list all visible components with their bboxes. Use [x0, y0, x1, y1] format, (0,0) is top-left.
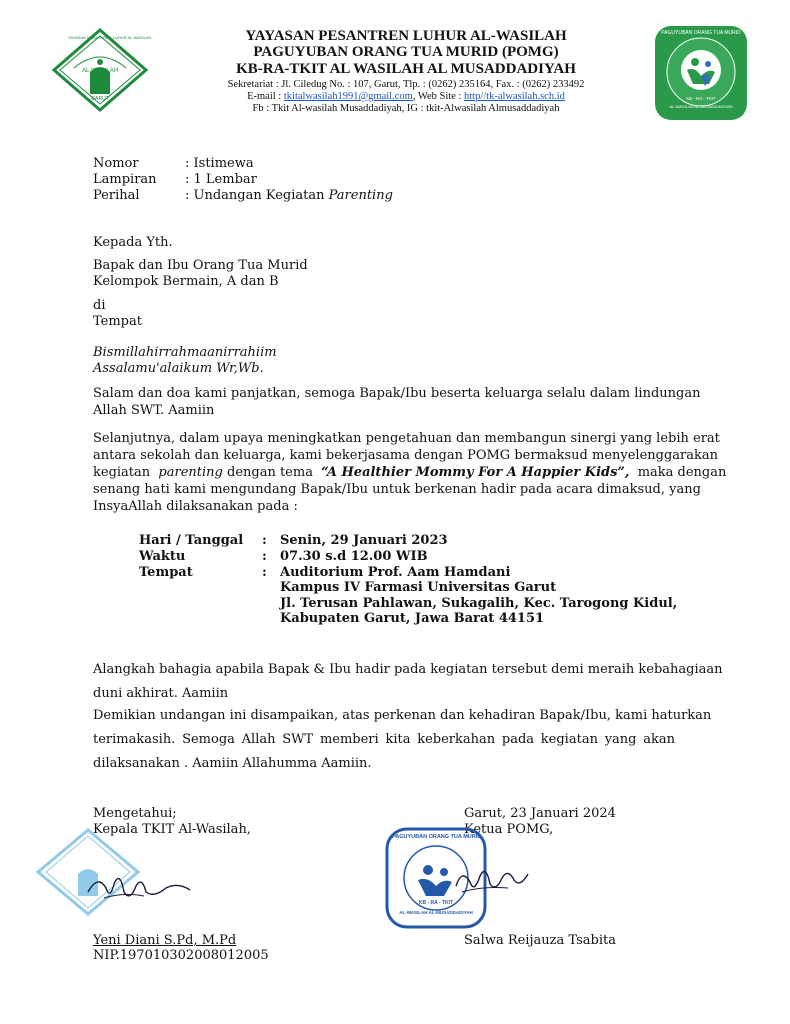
- schedule-tempat-value-4: Kabupaten Garut, Jawa Barat 44151: [280, 611, 545, 626]
- right-signer-name: Salwa Reijauza Tsabita: [464, 933, 616, 948]
- ketua-pomg-label: Ketua POMG,: [464, 822, 554, 837]
- nomor-value: : Istimewa: [185, 156, 254, 171]
- header-address: Sekretariat : Jl. Ciledug No. : 107, Garut, Tlp. : (0262) 235164, Fax. : (0262) 233492: [227, 79, 585, 90]
- left-signer-name: Yeni Diani S.Pd, M.Pd: [93, 933, 237, 948]
- p1-line2: Allah SWT. Aamiin: [93, 403, 215, 418]
- pomg-logo-text-top: PAGUYUBAN ORANG TUA MURID: [661, 30, 741, 36]
- paragraph-invitation: [93, 430, 727, 515]
- lampiran-label: Lampiran: [93, 172, 157, 187]
- p4-line2: terimakasih. Semoga Allah SWT memberi kita keberkahan pada kegiatan yang akan: [93, 732, 675, 747]
- recipient-di: di: [93, 298, 106, 313]
- p2-line3-c: maka dengan: [629, 465, 727, 480]
- perihal-italic: Parenting: [328, 188, 393, 203]
- yayasan-logo-text-bottom: GARUT: [91, 96, 109, 102]
- p2-line3-a: kegiatan: [93, 465, 159, 480]
- mengetahui-label: Mengetahui;: [93, 806, 177, 821]
- p4-line3: dilaksanakan . Aamiin Allahumma Aamiin.: [93, 756, 372, 771]
- pomg-logo-text-mid: KB - RA - TKIT: [686, 96, 716, 101]
- paragraph-hope: [93, 658, 723, 706]
- left-signature: [84, 862, 194, 908]
- pomg-stamp-text-bottom: AL-WASILAH AL-MUSADDADIYAH: [399, 910, 473, 915]
- p2-line1: Selanjutnya, dalam upaya meningkatkan pengetahuan dan membangun sinergi yang lebih erat: [93, 431, 720, 446]
- recipient-tempat: Tempat: [93, 314, 142, 329]
- kepala-tkit-label: Kepala TKIT Al-Wasilah,: [93, 822, 251, 837]
- perihal-text: : Undangan Kegiatan: [185, 188, 329, 203]
- p2-line3-b: dengan tema: [222, 465, 322, 480]
- schedule-hari-label: Hari / Tanggal: [139, 533, 244, 548]
- schedule-hari-value: Senin, 29 Januari 2023: [280, 533, 448, 548]
- schedule-tempat-value-1: Auditorium Prof. Aam Hamdani: [280, 565, 511, 580]
- p2-parenting-italic: parenting: [158, 465, 223, 480]
- p2-line5: InsyaAllah dilaksanakan pada :: [93, 499, 298, 514]
- letter-date: Garut, 23 Januari 2024: [464, 806, 616, 821]
- schedule-waktu-value: 07.30 s.d 12.00 WIB: [280, 549, 428, 564]
- header-foundation-name: YAYASAN PESANTREN LUHUR AL-WASILAH: [245, 28, 567, 44]
- recipient-line2: Kelompok Bermain, A dan B: [93, 274, 279, 289]
- paragraph-closing: [93, 704, 712, 776]
- header-school-name: KB-RA-TKIT AL WASILAH AL MUSADDADIYAH: [236, 61, 576, 77]
- pomg-stamp-text-top: PAGUYUBAN ORANG TUA MURID: [392, 834, 482, 840]
- p2-theme: “A Healthier Mommy For A Happier Kids”,: [321, 465, 630, 480]
- pomg-logo-text-bottom: AL-WASILAH AL-MUSADDADIYAH: [669, 104, 733, 109]
- perihal-value: [185, 188, 393, 203]
- p2-line4: senang hati kami mengundang Bapak/Ibu untuk berkenan hadir pada acara dimaksud, yang: [93, 482, 701, 497]
- bismillah: Bismillahirrahmaanirrahiim: [93, 345, 277, 360]
- header-pomg-name: PAGUYUBAN ORANG TUA MURID (POMG): [253, 44, 559, 60]
- right-signature: [452, 858, 532, 902]
- lampiran-value: : 1 Lembar: [185, 172, 257, 187]
- schedule-colon-1: :: [262, 533, 267, 548]
- schedule-tempat-value-2: Kampus IV Farmasi Universitas Garut: [280, 580, 557, 595]
- email-label: E-mail :: [247, 91, 284, 102]
- schedule-colon-2: :: [262, 549, 267, 564]
- email-link[interactable]: tkitalwasilah1991@gmail.com: [283, 91, 413, 102]
- p2-line2: antara sekolah dan keluarga, kami bekerjasama dengan POMG bermaksud menyelenggarakan: [93, 448, 719, 463]
- pomg-stamp-text-mid: KB - RA - TKIT: [418, 900, 454, 906]
- schedule-waktu-label: Waktu: [139, 549, 186, 564]
- perihal-label: Perihal: [93, 188, 140, 203]
- salam: Assalamu'alaikum Wr,Wb.: [93, 361, 264, 376]
- p1-line1: Salam dan doa kami panjatkan, semoga Bapak/Ibu beserta keluarga selalu dalam lindungan: [93, 386, 701, 401]
- header-contact: [22, 91, 790, 102]
- paragraph-salam: [93, 385, 701, 419]
- schedule-colon-3: :: [262, 565, 267, 580]
- yayasan-logo-text-top: YAYASAN PESANTREN LUHUR AL-WASILAH: [68, 35, 152, 40]
- kepada-yth: Kepada Yth.: [93, 235, 173, 250]
- schedule-tempat-label: Tempat: [139, 565, 193, 580]
- p2-line3: [93, 464, 727, 481]
- schedule-tempat-value-3: Jl. Terusan Pahlawan, Sukagalih, Kec. Tarogong Kidul,: [280, 596, 678, 611]
- recipient-line1: Bapak dan Ibu Orang Tua Murid: [93, 258, 308, 273]
- header-social: Fb : Tkit Al-wasilah Musaddadiyah, IG : tkit-Alwasilah Almusaddadiyah: [252, 103, 560, 114]
- p3-line2: duni akhirat. Aamiin: [93, 686, 229, 701]
- web-label: , Web Site :: [412, 91, 464, 102]
- p3-line1: Alangkah bahagia apabila Bapak & Ibu hadir pada kegiatan tersebut demi meraih kebahagiaan: [93, 662, 723, 677]
- left-signer-nip: NIP.197010302008012005: [93, 948, 269, 963]
- website-link[interactable]: http//tk-alwasilah.sch.id: [463, 91, 565, 102]
- p4-line1: Demikian undangan ini disampaikan, atas perkenan dan kehadiran Bapak/Ibu, kami haturkan: [93, 708, 712, 723]
- yayasan-logo-text-mid: AL-WASILAH: [81, 68, 119, 74]
- nomor-label: Nomor: [93, 156, 139, 171]
